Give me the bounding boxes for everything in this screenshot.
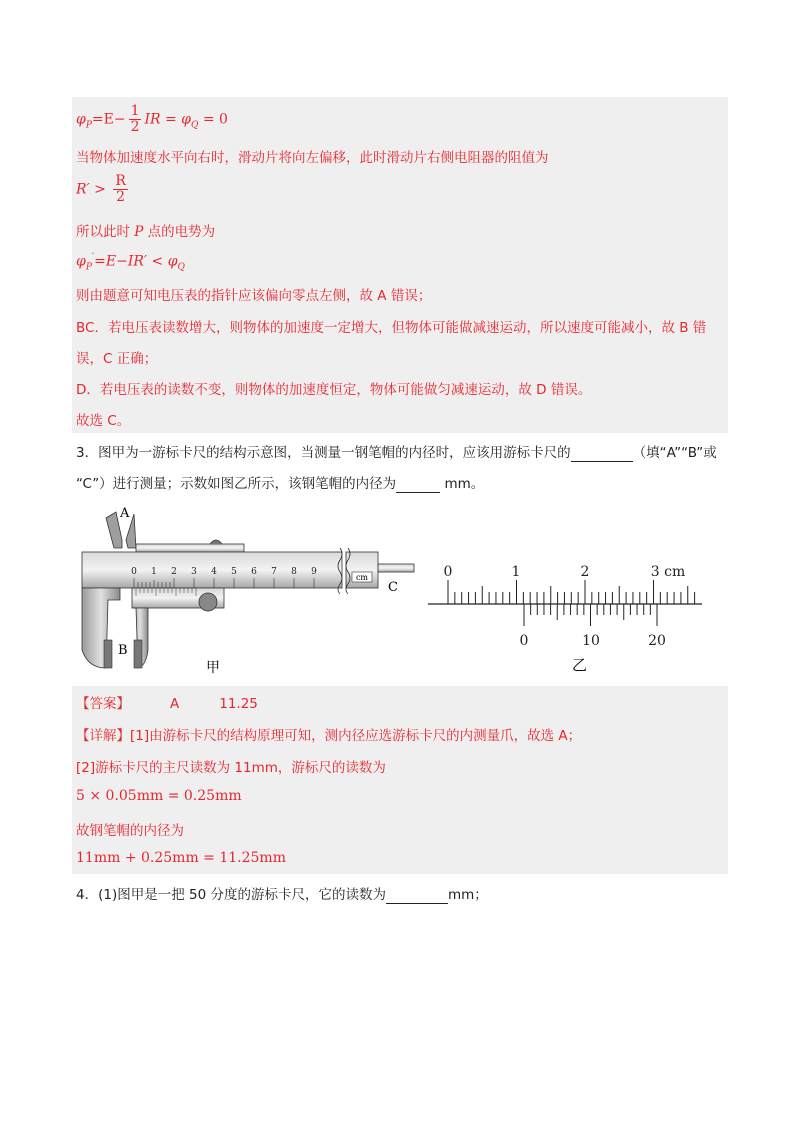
detail-equation: 5 × 0.05mm = 0.25mm xyxy=(76,788,242,804)
solution-text-line: D．若电压表的读数不变，则物体的加速度恒定，物体可能做匀减速运动，故 D 错误。 xyxy=(76,382,592,398)
main-scale-label: 3 cm xyxy=(650,564,686,580)
main-scale-ticks xyxy=(448,580,695,604)
unit-label: cm xyxy=(355,573,369,582)
answer-blank[interactable] xyxy=(396,476,440,493)
answer-tag: 【答案】 xyxy=(76,696,130,712)
caliper-figure xyxy=(76,500,416,680)
vernier-scale-ticks xyxy=(524,604,657,626)
main-scale-number: 8 xyxy=(291,567,297,577)
label-a: A xyxy=(120,506,130,521)
outside-jaw-fixed xyxy=(82,588,120,668)
main-scale-number: 6 xyxy=(251,567,257,577)
answer-value: A xyxy=(170,696,180,712)
main-scale-label: 2 xyxy=(580,564,590,580)
solution-text-line: 则由题意可知电压表的指针应该偏向零点左侧，故 A 错误； xyxy=(76,288,432,304)
question-3-line-2: “C”）进行测量；示数如图乙所示，该钢笔帽的内径为 mm。 xyxy=(76,476,485,492)
vernier-scale-label: 0 xyxy=(519,633,529,649)
main-scale-number: 0 xyxy=(131,567,137,577)
equation-phi-p-prime: $\varphi_P'=E-IR' < \varphi_Q$ xyxy=(76,252,185,273)
main-scale-number: 5 xyxy=(231,567,237,577)
main-scale-number: 2 xyxy=(171,567,177,577)
vernier-scale-label: 20 xyxy=(648,633,666,649)
vernier-scale-label: 10 xyxy=(582,633,600,649)
answer-blank[interactable] xyxy=(386,887,448,904)
solution-text-line: 当物体加速度水平向右时，滑动片将向左偏移，此时滑动片右侧电阻器的阻值为 xyxy=(76,150,549,166)
label-b: B xyxy=(118,643,128,658)
answer-blank[interactable] xyxy=(571,445,633,462)
figure-caption-yi: 乙 xyxy=(572,656,588,674)
detail-line: 【详解】[1]由游标卡尺的结构原理可知，测内径应选游标卡尺的内测量爪，故选 A； xyxy=(76,728,582,744)
answer-line xyxy=(76,692,258,712)
question-3-line-1: 3．图甲为一游标卡尺的结构示意图，当测量一钢笔帽的内径时，应该用游标卡尺的 （填“A”“B”或 xyxy=(76,445,717,461)
answer-box xyxy=(72,686,728,874)
main-scale-label: 0 xyxy=(443,564,453,580)
main-scale-number: 1 xyxy=(151,567,157,577)
equation-phi-p: $\varphi_P=E-$ $\frac{1}{2}$ IR = $\varphi_Q = 0$ xyxy=(76,103,228,135)
detail-line: [2]游标卡尺的主尺读数为 11mm，游标尺的读数为 xyxy=(76,760,386,776)
detail-equation: 11mm + 0.25mm = 11.25mm xyxy=(76,850,286,866)
main-scale-number: 7 xyxy=(271,567,277,577)
main-scale-label: 1 xyxy=(511,564,521,580)
solution-text-line: 误，C 正确； xyxy=(76,351,158,367)
answer-value: 11.25 xyxy=(219,696,258,712)
solution-text-line: 故选 C。 xyxy=(76,413,131,429)
label-c: C xyxy=(388,580,398,595)
vernier-reading-figure xyxy=(424,556,714,676)
detail-line: 故钢笔帽的内径为 xyxy=(76,823,184,839)
solution-text-line: BC．若电压表读数增大，则物体的加速度一定增大，但物体可能做减速运动，所以速度可能减小，故 B 错 xyxy=(76,320,707,336)
detail-tag: 【详解】 xyxy=(76,728,130,744)
main-scale-number: 9 xyxy=(311,567,317,577)
equation-r-prime: R′ > $\frac{R}{2}$ xyxy=(76,173,126,205)
solution-text-line: 所以此时 P 点的电势为 xyxy=(76,224,216,240)
main-scale-number: 3 xyxy=(191,567,197,577)
question-4: 4．(1)图甲是一把 50 分度的游标卡尺，它的读数为 mm； xyxy=(76,887,488,903)
figure-caption-jia: 甲 xyxy=(206,660,220,676)
main-scale-number: 4 xyxy=(211,567,217,577)
